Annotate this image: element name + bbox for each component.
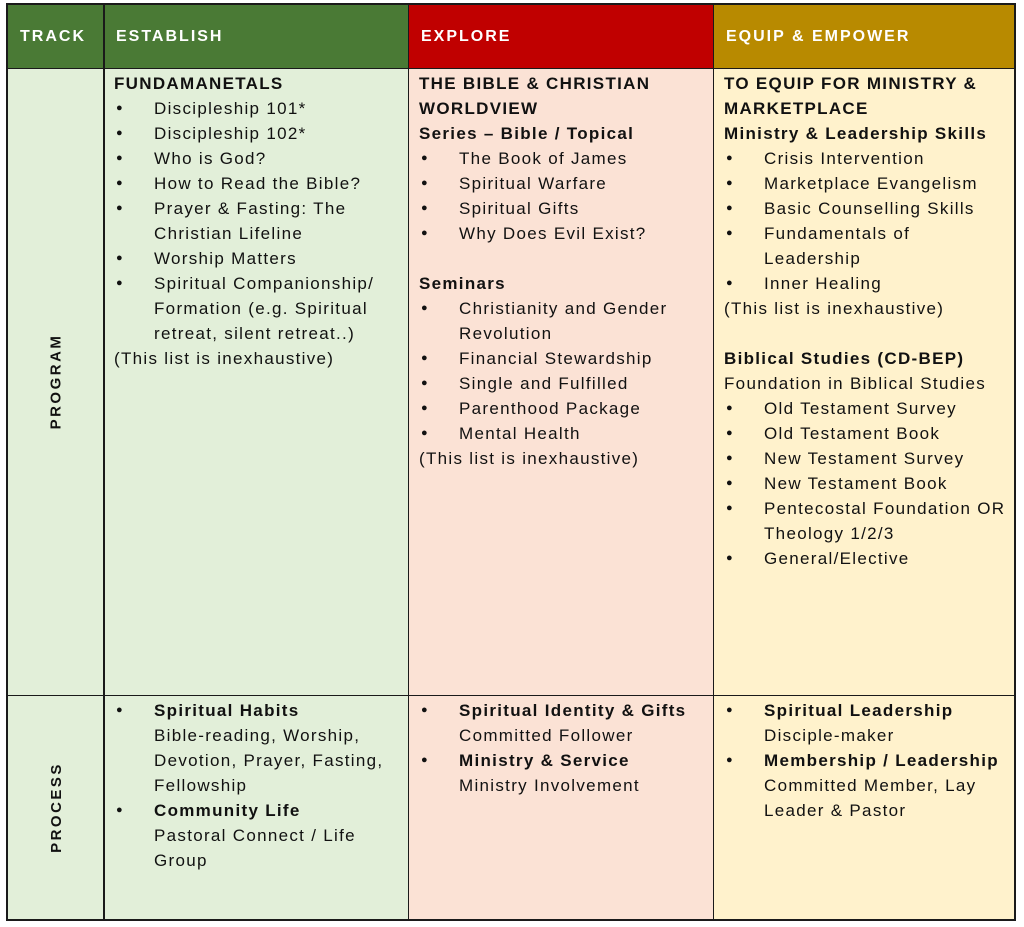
process-item-desc: Bible-reading, Worship, Devotion, Prayer, Fasting, Fellowship [154,726,384,795]
list-item: ● Why Does Evil Exist? [419,221,708,246]
header-track-label: TRACK [20,27,86,45]
list-item: ● Single and Fulfilled [419,371,708,396]
list-item: ● New Testament Book [724,471,1008,496]
list-item: ● The Book of James [419,146,708,171]
program-explore-seminars-title: Seminars [419,274,506,293]
program-explore-seminars-list [419,296,708,446]
list-item: ● How to Read the Bible? [114,171,403,196]
list-item: ● Mental Health [419,421,708,446]
header-equip [714,5,1014,68]
row-label-process-text: PROCESS [47,761,65,853]
list-item [419,698,708,748]
program-equip-studies-list [724,396,1008,571]
list-item [114,698,403,798]
program-explore-series-list [419,146,708,246]
program-establish-note: (This list is inexhaustive) [114,349,335,368]
header-equip-label: EQUIP & EMPOWER [726,27,911,45]
list-item: ● New Testament Survey [724,446,1008,471]
list-item: ● Pentecostal Foundation OR Theology 1/2/3 [724,496,1008,546]
list-item: ● General/Elective [724,546,1008,571]
program-establish-list [114,96,403,346]
header-establish [104,5,409,68]
process-establish-cell [104,695,409,919]
process-item-title: ● Spiritual Leadership [764,701,954,720]
list-item: ● Discipleship 102* [114,121,403,146]
list-item: ● Worship Matters [114,246,403,271]
header-explore-label: EXPLORE [421,27,512,45]
process-item-title: ● Ministry & Service [459,751,630,770]
process-establish-list [114,698,403,873]
process-explore-cell [409,695,714,919]
list-item: ● Spiritual Companionship/ Formation (e.g. Spiritual retreat, silent retreat..) [114,271,403,346]
list-item: ● Who is God? [114,146,403,171]
discipleship-track-table [6,3,1016,921]
program-equip-subtitle: Ministry & Leadership Skills [724,124,988,143]
list-item: ● Fundamentals of Leadership [724,221,1008,271]
list-item: ● Inner Healing [724,271,1008,296]
header-track [8,5,104,68]
grid-divider [8,695,1014,696]
program-explore-note: (This list is inexhaustive) [419,449,640,468]
process-item-desc: Committed Follower [459,726,634,745]
program-establish-cell [104,68,409,695]
process-item-desc: Committed Member, Lay Leader & Pastor [764,776,977,820]
list-item [724,748,1008,823]
row-label-program-text: PROGRAM [47,333,65,430]
process-item-title: ● Spiritual Identity & Gifts [459,701,687,720]
process-item-title: ● Community Life [154,801,301,820]
list-item [724,698,1008,748]
process-item-desc: Disciple-maker [764,726,895,745]
process-item-title: ● Spiritual Habits [154,701,300,720]
list-item [419,748,708,798]
grid-divider [408,5,409,919]
process-equip-cell [714,695,1014,919]
header-establish-label: ESTABLISH [116,27,224,45]
process-item-title: ● Membership / Leadership [764,751,999,770]
grid-divider [103,5,105,919]
list-item: ● Prayer & Fasting: The Christian Lifeline [114,196,403,246]
process-item-desc: Ministry Involvement [459,776,640,795]
list-item: ● Discipleship 101* [114,96,403,121]
list-item: ● Spiritual Warfare [419,171,708,196]
list-item: ● Basic Counselling Skills [724,196,1008,221]
list-item [114,798,403,873]
program-explore-subtitle: Series – Bible / Topical [419,124,635,143]
program-equip-title: TO EQUIP FOR MINISTRY & MARKETPLACE [724,74,978,118]
list-item: ● Christianity and Gender Revolution [419,296,708,346]
program-equip-skills-list [724,146,1008,296]
process-equip-list [724,698,1008,823]
list-item: ● Parenthood Package [419,396,708,421]
program-equip-studies-title: Biblical Studies (CD-BEP) [724,349,965,368]
program-equip-note: (This list is inexhaustive) [724,299,945,318]
row-label-program [8,68,104,695]
list-item: ● Crisis Intervention [724,146,1008,171]
program-equip-studies-subtitle: Foundation in Biblical Studies [724,374,987,393]
header-explore [409,5,714,68]
program-explore-cell [409,68,714,695]
process-explore-list [419,698,708,798]
list-item: ● Marketplace Evangelism [724,171,1008,196]
program-equip-cell [714,68,1014,695]
program-explore-title: THE BIBLE & CHRISTIAN WORLDVIEW [419,74,651,118]
grid-divider [8,68,1014,69]
grid-divider [713,5,714,919]
list-item: ● Spiritual Gifts [419,196,708,221]
list-item: ● Old Testament Survey [724,396,1008,421]
program-establish-title: FUNDAMANETALS [114,74,284,93]
list-item: ● Financial Stewardship [419,346,708,371]
row-label-process [8,695,104,919]
process-item-desc: Pastoral Connect / Life Group [154,826,356,870]
list-item: ● Old Testament Book [724,421,1008,446]
